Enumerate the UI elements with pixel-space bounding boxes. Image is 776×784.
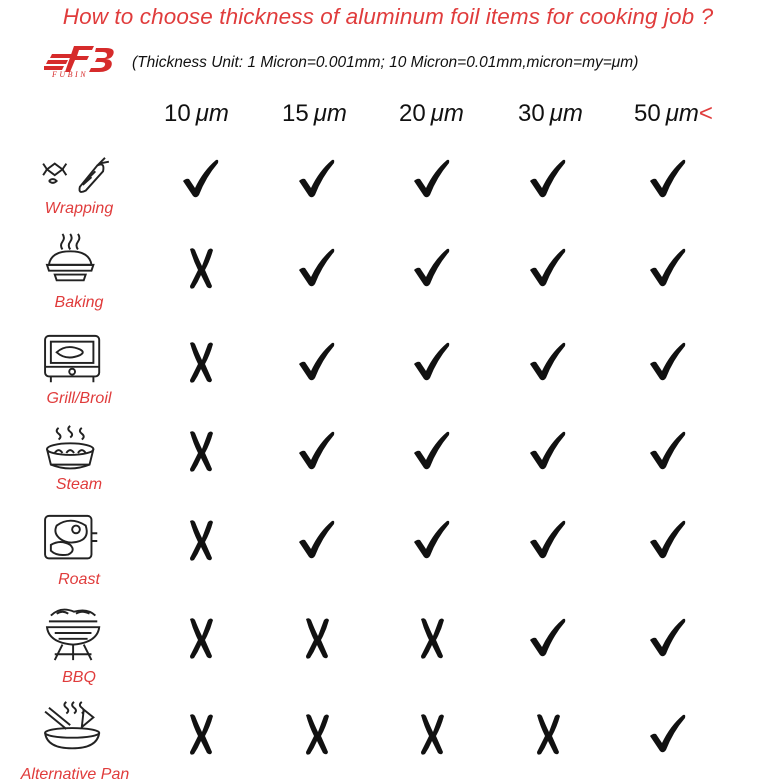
check-icon [411,246,451,290]
cross-icon [527,712,567,756]
check-icon [527,246,567,290]
column-suffix: < [698,100,713,127]
check-icon [527,429,567,473]
column-number: 20 [399,100,426,127]
check-icon [647,616,687,660]
check-icon [527,157,567,201]
page-title: How to choose thickness of aluminum foil items for cooking job ? [62,4,714,29]
row-label-roast: Roast [58,571,100,588]
check-icon [647,429,687,473]
column-header-15 [282,100,347,128]
bbq-icon [40,604,112,667]
column-header-10 [164,100,229,128]
cross-icon [411,616,451,660]
column-unit: μm [665,100,699,127]
cross-icon [180,246,220,290]
brand-name: FUBIN [52,70,89,79]
check-icon [411,340,451,384]
row-label-grill-broil: Grill/Broil [46,390,112,407]
cross-icon [296,712,336,756]
unit-note: (Thickness Unit: 1 Micron=0.001mm; 10 Micron=0.01mm,micron=my=μm) [132,54,639,71]
check-icon [180,157,220,201]
column-header-20 [399,100,464,128]
column-header-50 [634,100,713,128]
check-icon [411,429,451,473]
column-unit: μm [549,100,583,127]
check-icon [647,246,687,290]
cross-icon [180,429,220,473]
grill-icon [40,332,112,395]
check-icon [647,340,687,384]
row-label-bbq: BBQ [62,669,96,686]
cross-icon [180,340,220,384]
check-icon [527,518,567,562]
cross-icon [411,712,451,756]
check-icon [296,157,336,201]
check-icon [296,246,336,290]
column-number: 15 [282,100,309,127]
cross-icon [180,616,220,660]
check-icon [296,429,336,473]
column-header-30 [518,100,583,128]
row-label-alternative-pan: Alternative Pan [20,766,130,783]
row-label-steam: Steam [55,476,103,493]
check-icon [411,518,451,562]
check-icon [296,518,336,562]
pie-icon [40,232,112,295]
pan-icon [40,700,112,763]
roast-icon [40,512,112,575]
column-number: 50 [634,100,661,127]
cross-icon [180,518,220,562]
check-icon [411,157,451,201]
check-icon [647,518,687,562]
column-number: 10 [164,100,191,127]
check-icon [527,616,567,660]
column-number: 30 [518,100,545,127]
row-label-baking: Baking [54,294,104,311]
row-label-wrapping: Wrapping [44,200,114,217]
check-icon [647,712,687,756]
column-unit: μm [313,100,347,127]
check-icon [647,157,687,201]
cross-icon [180,712,220,756]
cross-icon [296,616,336,660]
column-unit: μm [430,100,464,127]
check-icon [527,340,567,384]
check-icon [296,340,336,384]
column-unit: μm [195,100,229,127]
